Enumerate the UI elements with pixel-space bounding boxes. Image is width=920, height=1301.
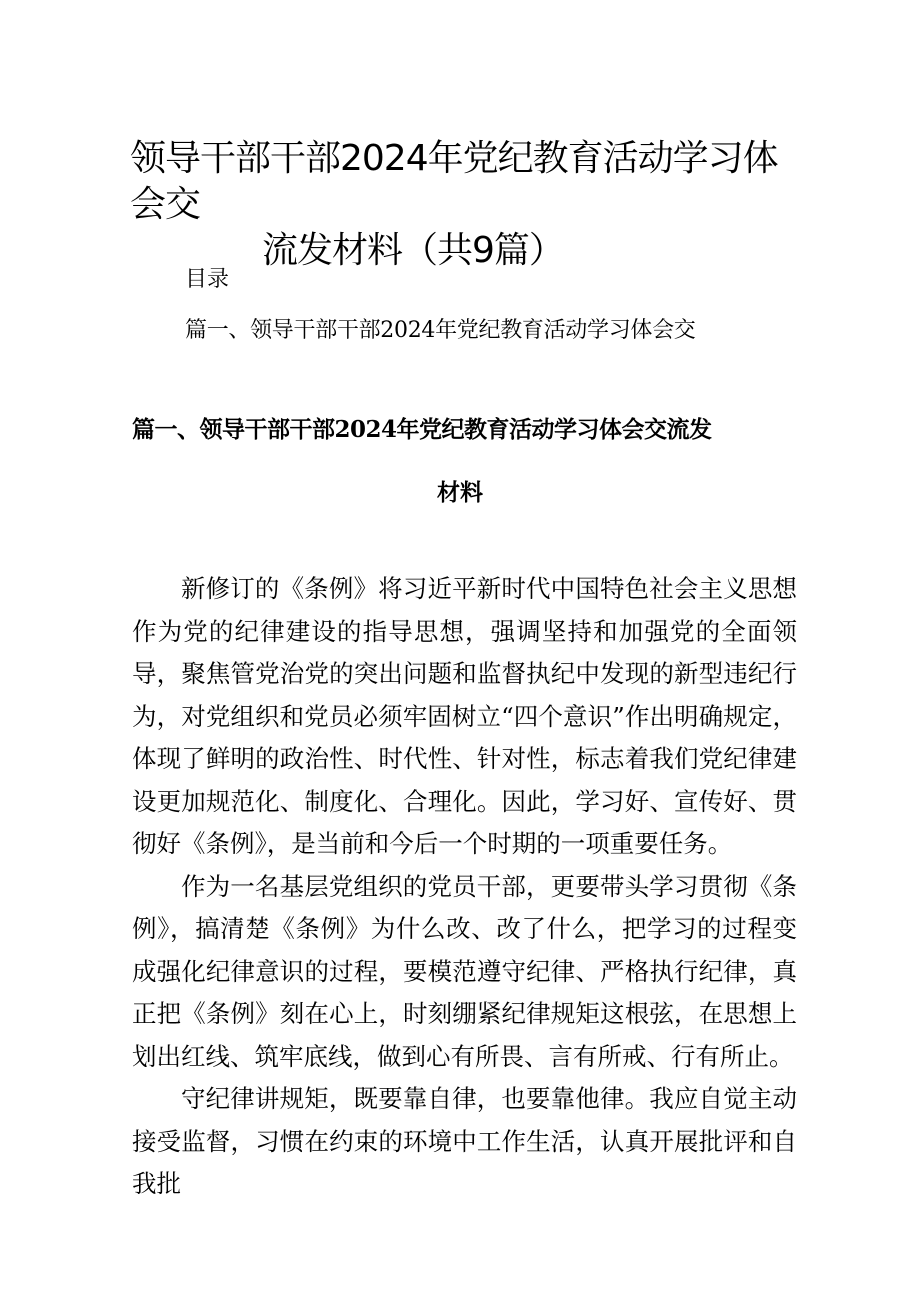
document-title-line-1: 领导干部干部2024年党纪教育活动学习体会交 (130, 138, 778, 225)
toc-label: 目录 (185, 267, 230, 292)
section-heading: 篇一、领导干部干部2024年党纪教育活动学习体会交流发 (132, 416, 712, 443)
paragraph-3: 守纪律讲规矩，既要靠自律，也要靠他律。我应自觉主动接受监督，习惯在约束的环境中工作生活，认真开展批评和自我批 (132, 1084, 797, 1198)
toc-item-1[interactable]: 篇一、领导干部干部2024年党纪教育活动学习体会交 (185, 318, 696, 343)
document-title-line-2: 流发材料（共9篇） (262, 230, 564, 271)
document-title (130, 136, 800, 274)
paragraph-2: 作为一名基层党组织的党员干部，更要带头学习贯彻《条例》，搞清楚《条例》为什么改、改了什么，把学习的过程变成强化纪律意识的过程，要模范遵守纪律、严格执行纪律，真正把《条例》刻在心上，时刻绷紧纪律规矩这根弦，在思想上划出红线、筑牢底线，做到心有所畏、言有所戒、行有所止。 (132, 871, 797, 1071)
paragraph-1: 新修订的《条例》将习近平新时代中国特色社会主义思想作为党的纪律建设的指导思想，强调坚持和加强党的全面领导，聚焦管党治党的突出问题和监督执纪中发现的新型违纪行为，对党组织和党员必须牢固树立“四个意识”作出明确规定，体现了鲜明的政治性、时代性、针对性，标志着我们党纪律建设更加规范化、制度化、合理化。因此，学习好、宣传好、贯彻好《条例》，是当前和今后一个时期的一项重要任务。 (132, 574, 797, 858)
body-text (132, 568, 797, 1206)
section-heading-continued: 材料 (437, 479, 483, 506)
